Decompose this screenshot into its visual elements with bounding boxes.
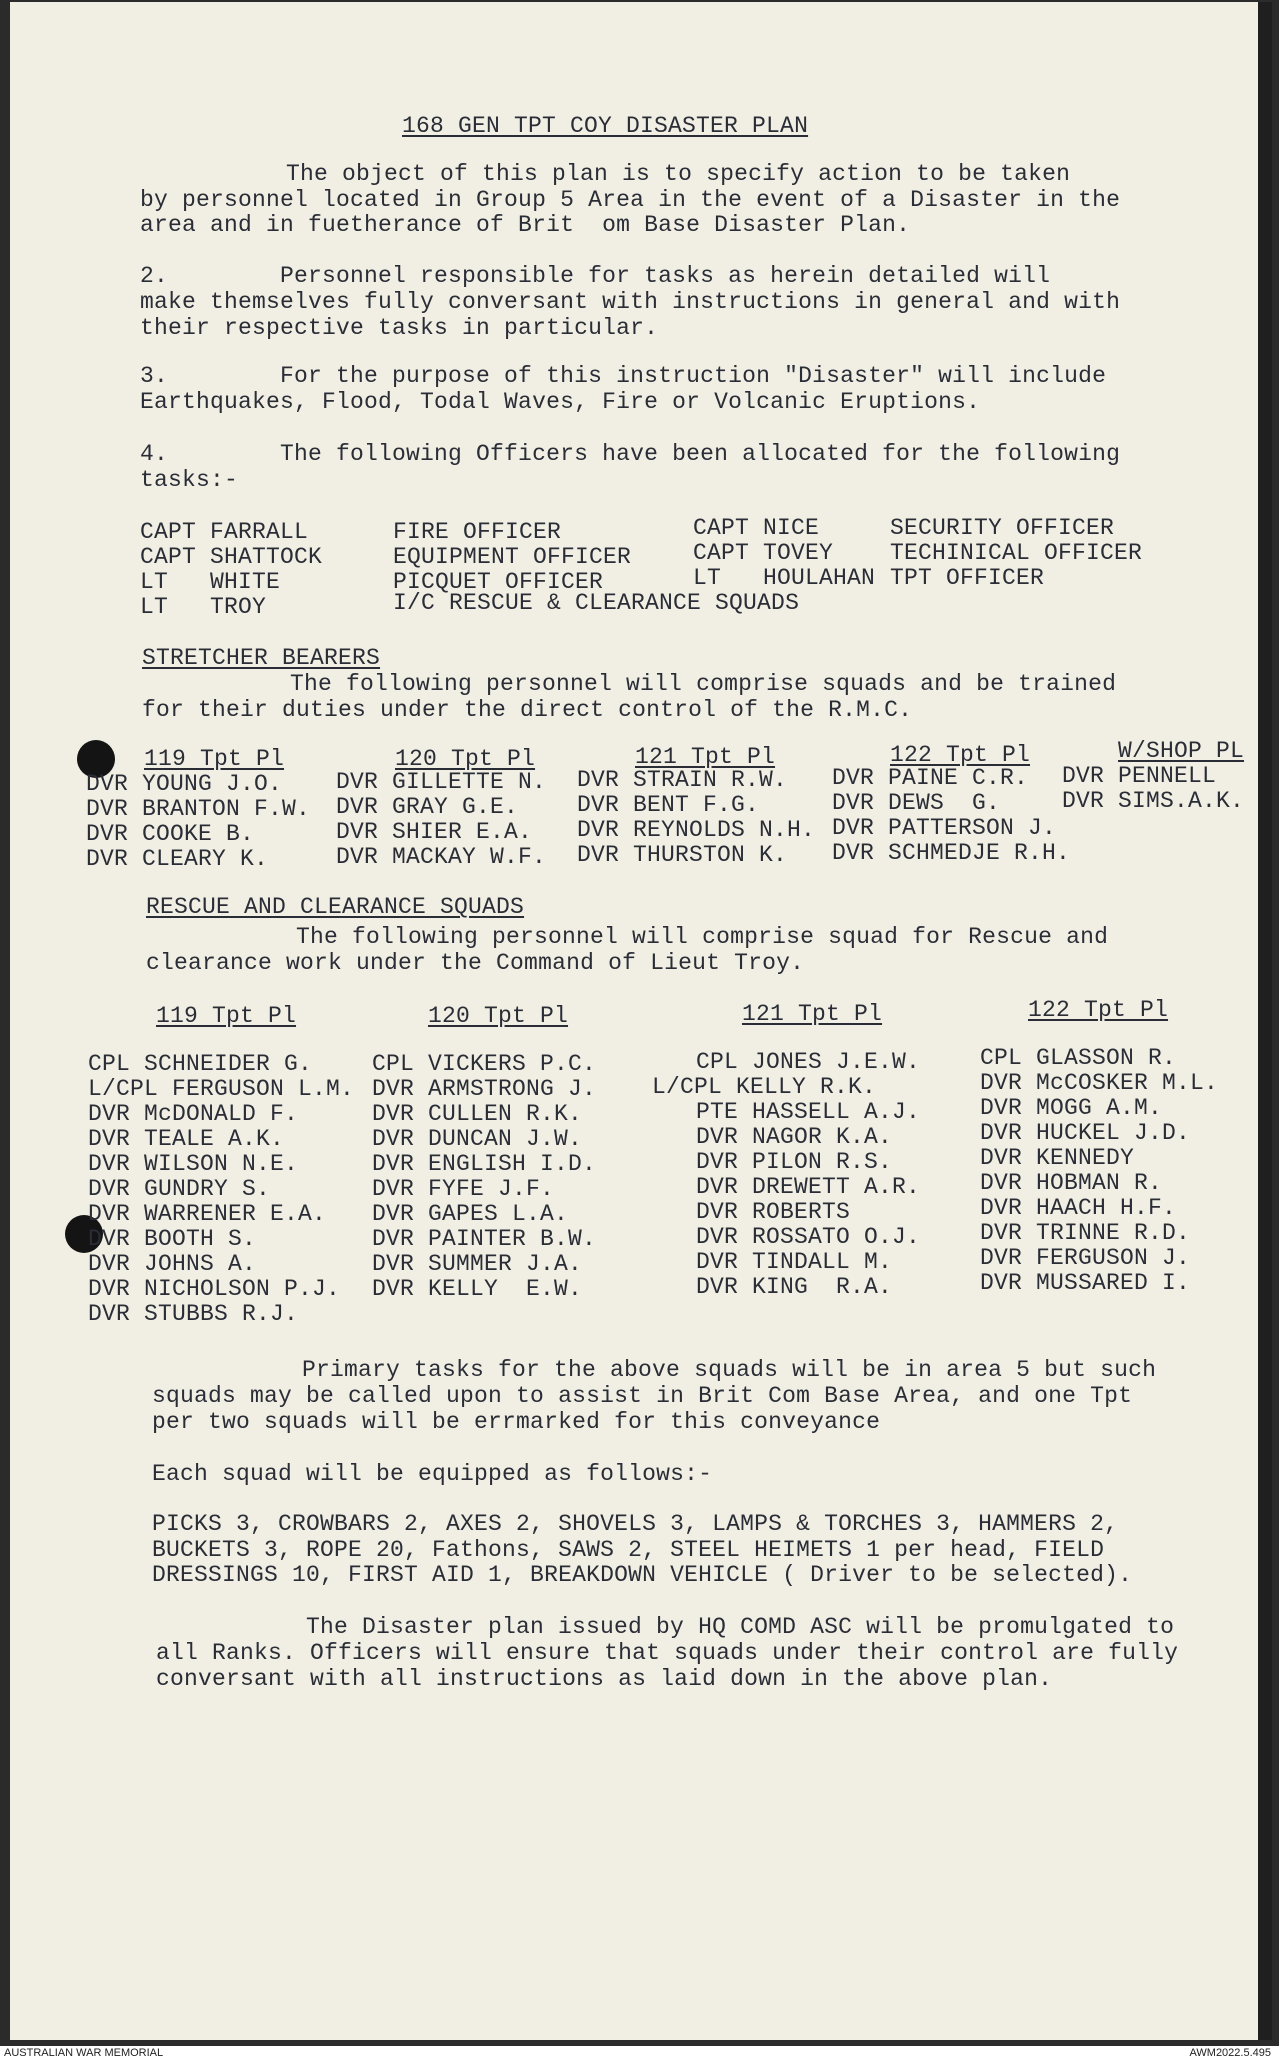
platoon-header: 122 Tpt Pl xyxy=(1028,997,1169,1023)
platoon-header: 120 Tpt Pl xyxy=(428,1003,569,1029)
squad-member: DVR TEALE A.K. xyxy=(88,1126,285,1152)
squad-member: DVR KENNEDY xyxy=(980,1145,1135,1171)
squad-member: DVR KING R.A. xyxy=(696,1274,893,1300)
squad-member: DVR ARMSTRONG J. xyxy=(372,1076,597,1102)
stretcher-bearer: DVR DEWS G. xyxy=(832,790,1001,816)
rescue-text: The following personnel will comprise squad for Rescue and xyxy=(296,924,1109,950)
rescue-heading: RESCUE AND CLEARANCE SQUADS xyxy=(146,894,525,920)
squad-member: DVR McDONALD F. xyxy=(88,1101,299,1127)
squad-member: DVR SUMMER J.A. xyxy=(372,1251,583,1277)
squad-member: L/CPL FERGUSON L.M. xyxy=(88,1076,355,1102)
para2-line: make themselves fully conversant with instructions in general and with xyxy=(140,289,1121,315)
officer-name: LT TROY xyxy=(140,594,267,620)
platoon-header: 119 Tpt Pl xyxy=(144,746,285,772)
squad-member: DVR ROSSATO O.J. xyxy=(696,1224,921,1250)
squad-member: DVR WILSON N.E. xyxy=(88,1151,299,1177)
squad-member: DVR NICHOLSON P.J. xyxy=(88,1276,341,1302)
stretcher-bearer: DVR MACKAY W.F. xyxy=(336,844,547,870)
squad-member: DVR CULLEN R.K. xyxy=(372,1101,583,1127)
para2-line: their respective tasks in particular. xyxy=(140,315,659,341)
squad-member: DVR HOBMAN R. xyxy=(980,1170,1163,1196)
squad-member: DVR NAGOR K.A. xyxy=(696,1124,893,1150)
intro-line: The object of this plan is to specify action to be taken xyxy=(286,161,1071,187)
officer-task: TPT OFFICER xyxy=(890,565,1045,591)
stretcher-bearer: DVR YOUNG J.O. xyxy=(86,771,283,797)
platoon-header: 119 Tpt Pl xyxy=(156,1003,297,1029)
stretcher-bearer: DVR THURSTON K. xyxy=(577,842,788,868)
squad-member: DVR DREWETT A.R. xyxy=(696,1174,921,1200)
platoon-header: 120 Tpt Pl xyxy=(395,746,536,772)
officer-name: CAPT NICE xyxy=(693,515,820,541)
footer-accession: AWM2022.5.495 xyxy=(1189,2047,1271,2059)
stretcher-bearer: DVR GILLETTE N. xyxy=(336,769,547,795)
platoon-header: 121 Tpt Pl xyxy=(742,1001,883,1027)
officer-name: LT HOULAHAN xyxy=(693,565,876,591)
squad-member: DVR PAINTER B.W. xyxy=(372,1226,597,1252)
stretcher-bearer: DVR BENT F.G. xyxy=(577,792,760,818)
squad-member: CPL SCHNEIDER G. xyxy=(88,1051,313,1077)
officer-name: CAPT FARRALL xyxy=(140,519,309,545)
stretcher-bearer: DVR PENNELL xyxy=(1062,763,1217,789)
stretcher-bearer: DVR GRAY G.E. xyxy=(336,794,519,820)
equip-line: DRESSINGS 10, FIRST AID 1, BREAKDOWN VEHICLE ( Driver to be selected). xyxy=(152,1562,1133,1588)
primary-line: Primary tasks for the above squads will be in area 5 but such xyxy=(302,1357,1157,1383)
stretcher-bearer: DVR SHIER E.A. xyxy=(336,819,533,845)
squad-member: DVR ROBERTS xyxy=(696,1199,851,1225)
squad-member: CPL JONES J.E.W. xyxy=(696,1049,921,1075)
stretcher-bearer: DVR REYNOLDS N.H. xyxy=(577,817,816,843)
officer-task: I/C RESCUE & CLEARANCE SQUADS xyxy=(393,590,800,616)
stretcher-heading: STRETCHER BEARERS xyxy=(142,645,381,671)
para4-line: tasks:- xyxy=(140,467,239,493)
officer-task: FIRE OFFICER xyxy=(393,519,562,545)
para4-line: 4. The following Officers have been allocated for the following xyxy=(140,441,1121,467)
para2-line: 2. Personnel responsible for tasks as herein detailed will xyxy=(140,263,1051,289)
squad-member: DVR HUCKEL J.D. xyxy=(980,1120,1191,1146)
stretcher-bearer: DVR SCHMEDJE R.H. xyxy=(832,840,1071,866)
equip-line: BUCKETS 3, ROPE 20, Fathons, SAWS 2, STEEL HEIMETS 1 per head, FIELD xyxy=(152,1537,1105,1563)
squad-member: L/CPL KELLY R.K. xyxy=(652,1074,877,1100)
squad-member: PTE HASSELL A.J. xyxy=(696,1099,921,1125)
equip-intro: Each squad will be equipped as follows:- xyxy=(152,1461,713,1487)
intro-line: area and in fuetherance of Brit om Base Disaster Plan. xyxy=(140,212,911,238)
squad-member: DVR TINDALL M. xyxy=(696,1249,893,1275)
stretcher-bearer: DVR SIMS.A.K. xyxy=(1062,788,1245,814)
squad-member: DVR HAACH H.F. xyxy=(980,1195,1177,1221)
stretcher-bearer: DVR PATTERSON J. xyxy=(832,815,1057,841)
page-title: 168 GEN TPT COY DISASTER PLAN xyxy=(402,113,809,139)
platoon-header: W/SHOP PL xyxy=(1118,738,1245,764)
squad-member: DVR BOOTH S. xyxy=(88,1226,257,1252)
squad-member: DVR JOHNS A. xyxy=(88,1251,257,1277)
platoon-header: 121 Tpt Pl xyxy=(635,744,776,770)
para3-line: 3. For the purpose of this instruction "Disaster" will include xyxy=(140,363,1107,389)
squad-member: DVR McCOSKER M.L. xyxy=(980,1070,1219,1096)
equip-line: PICKS 3, CROWBARS 2, AXES 2, SHOVELS 3, LAMPS & TORCHES 3, HAMMERS 2, xyxy=(152,1511,1119,1537)
squad-member: DVR GAPES L.A. xyxy=(372,1201,569,1227)
closing-line: conversant with all instructions as laid down in the above plan. xyxy=(156,1666,1053,1692)
closing-line: all Ranks. Officers will ensure that squads under their control are fully xyxy=(156,1640,1179,1666)
officer-name: LT WHITE xyxy=(140,569,281,595)
squad-member: DVR WARRENER E.A. xyxy=(88,1201,327,1227)
squad-member: DVR FERGUSON J. xyxy=(980,1245,1191,1271)
squad-member: DVR ENGLISH I.D. xyxy=(372,1151,597,1177)
intro-line: by personnel located in Group 5 Area in the event of a Disaster in the xyxy=(140,187,1121,213)
officer-task: PICQUET OFFICER xyxy=(393,569,604,595)
para3-line: Earthquakes, Flood, Todal Waves, Fire or Volcanic Eruptions. xyxy=(140,389,981,415)
officer-name: CAPT TOVEY xyxy=(693,540,834,566)
squad-member: DVR STUBBS R.J. xyxy=(88,1301,299,1327)
primary-line: per two squads will be errmarked for this conveyance xyxy=(152,1409,881,1435)
officer-task: TECHINICAL OFFICER xyxy=(890,540,1143,566)
closing-line: The Disaster plan issued by HQ COMD ASC will be promulgated to xyxy=(306,1614,1175,1640)
stretcher-text: for their duties under the direct control of the R.M.C. xyxy=(142,697,913,723)
document-page xyxy=(10,2,1272,2040)
archive-footer xyxy=(0,2046,1279,2061)
stretcher-bearer: DVR STRAIN R.W. xyxy=(577,767,788,793)
squad-member: DVR MOGG A.M. xyxy=(980,1095,1163,1121)
stretcher-bearer: DVR CLEARY K. xyxy=(86,846,269,872)
stretcher-bearer: DVR COOKE B. xyxy=(86,821,255,847)
rescue-text: clearance work under the Command of Lieut Troy. xyxy=(146,950,805,976)
squad-member: CPL GLASSON R. xyxy=(980,1045,1177,1071)
stretcher-text: The following personnel will comprise squads and be trained xyxy=(290,671,1117,697)
squad-member: DVR DUNCAN J.W. xyxy=(372,1126,583,1152)
officer-task: EQUIPMENT OFFICER xyxy=(393,544,632,570)
squad-member: DVR TRINNE R.D. xyxy=(980,1220,1191,1246)
squad-member: DVR GUNDRY S. xyxy=(88,1176,271,1202)
primary-line: squads may be called upon to assist in Brit Com Base Area, and one Tpt xyxy=(152,1383,1133,1409)
squad-member: CPL VICKERS P.C. xyxy=(372,1051,597,1077)
officer-task: SECURITY OFFICER xyxy=(890,515,1115,541)
platoon-header: 122 Tpt Pl xyxy=(890,742,1031,768)
squad-member: DVR KELLY E.W. xyxy=(372,1276,583,1302)
stretcher-bearer: DVR PAINE C.R. xyxy=(832,765,1029,791)
squad-member: DVR PILON R.S. xyxy=(696,1149,893,1175)
squad-member: DVR MUSSARED I. xyxy=(980,1270,1191,1296)
footer-institution: AUSTRALIAN WAR MEMORIAL xyxy=(4,2047,164,2059)
squad-member: DVR FYFE J.F. xyxy=(372,1176,555,1202)
officer-name: CAPT SHATTOCK xyxy=(140,544,323,570)
stretcher-bearer: DVR BRANTON F.W. xyxy=(86,796,311,822)
